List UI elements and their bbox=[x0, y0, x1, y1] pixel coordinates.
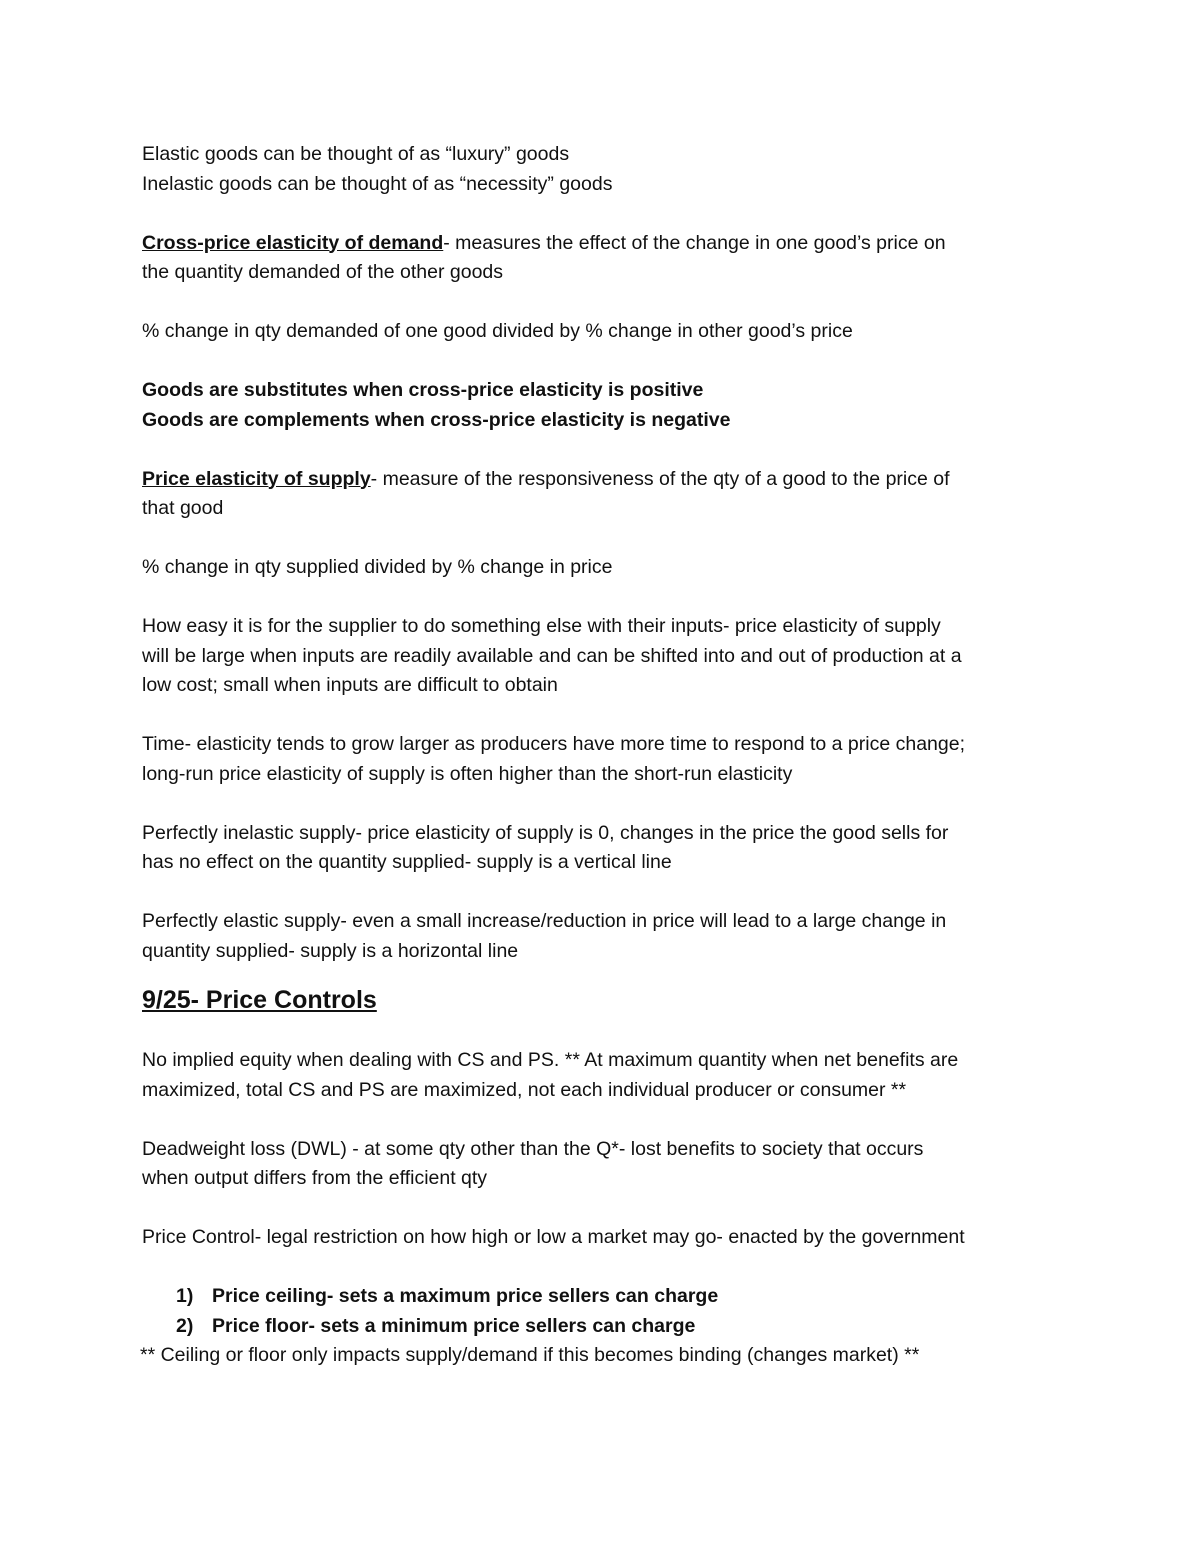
price-control-definition: Price Control- legal restriction on how high or low a market may go- enacted by the government bbox=[142, 1226, 965, 1248]
spacer bbox=[142, 583, 1062, 613]
spacer bbox=[142, 1105, 1062, 1135]
cross-price-definition-line2: the quantity demanded of the other goods bbox=[142, 261, 504, 283]
inputs-paragraph-line3: low cost; small when inputs are difficult to obtain bbox=[142, 674, 558, 696]
dwl-paragraph-line2: when output differs from the efficient qty bbox=[142, 1167, 488, 1189]
supply-elasticity-formula: % change in qty supplied divided by % change in price bbox=[142, 556, 613, 578]
intro-elastic-line: Elastic goods can be thought of as “luxury” goods bbox=[142, 143, 570, 165]
perfectly-inelastic-line1: Perfectly inelastic supply- price elasticity of supply is 0, changes in the price the good sells for bbox=[142, 821, 949, 844]
spacer bbox=[142, 789, 1062, 819]
time-paragraph-line2: long-run price elasticity of supply is often higher than the short-run elasticity bbox=[142, 762, 793, 785]
cross-price-definition-line1 bbox=[142, 229, 1062, 259]
list-item-number: 1) bbox=[176, 1285, 194, 1307]
cross-price-formula: % change in qty demanded of one good divided by % change in other good’s price bbox=[142, 320, 853, 342]
equity-paragraph-line1: No implied equity when dealing with CS and PS. ** At maximum quantity when net benefits are bbox=[142, 1049, 959, 1071]
intro-inelastic-line: Inelastic goods can be thought of as “necessity” goods bbox=[142, 172, 613, 195]
spacer bbox=[142, 347, 1062, 377]
perfectly-elastic-line1: Perfectly elastic supply- even a small increase/reduction in price will lead to a large change in bbox=[142, 910, 947, 932]
perfectly-elastic-line2: quantity supplied- supply is a horizontal line bbox=[142, 939, 519, 962]
supply-elasticity-definition-line2: that good bbox=[142, 497, 224, 519]
complements-rule: Goods are complements when cross-price elasticity is negative bbox=[142, 408, 731, 431]
list-item-price-floor bbox=[176, 1312, 1062, 1342]
dwl-paragraph-line1: Deadweight loss (DWL) - at some qty other than the Q*- lost benefits to society that occurs bbox=[142, 1137, 924, 1160]
spacer bbox=[142, 1194, 1062, 1224]
time-paragraph-line1: Time- elasticity tends to grow larger as producers have more time to respond to a price change; bbox=[142, 733, 965, 755]
supply-elasticity-term: Price elasticity of supply bbox=[142, 467, 371, 490]
spacer bbox=[142, 524, 1062, 554]
list-item-price-ceiling bbox=[176, 1282, 1062, 1312]
section-heading-price-controls: 9/25- Price Controls bbox=[142, 986, 377, 1014]
spacer bbox=[142, 878, 1062, 908]
inputs-paragraph-line1: How easy it is for the supplier to do something else with their inputs- price elasticity of supply bbox=[142, 615, 941, 637]
spacer bbox=[142, 701, 1062, 731]
price-control-list bbox=[142, 1282, 1062, 1341]
spacer bbox=[142, 288, 1062, 318]
list-item-text: Price floor- sets a minimum price sellers can charge bbox=[212, 1314, 696, 1337]
binding-note: ** Ceiling or floor only impacts supply/demand if this becomes binding (changes market) ** bbox=[140, 1344, 920, 1366]
spacer bbox=[142, 199, 1062, 229]
document-page bbox=[142, 140, 1062, 1371]
supply-elasticity-definition-text: - measure of the responsiveness of the qty of a good to the price of bbox=[370, 467, 950, 490]
cross-price-definition-text: - measures the effect of the change in one good’s price on bbox=[443, 231, 946, 254]
list-item-text: Price ceiling- sets a maximum price sellers can charge bbox=[212, 1285, 719, 1307]
list-item-number: 2) bbox=[176, 1314, 194, 1337]
substitutes-rule: Goods are substitutes when cross-price elasticity is positive bbox=[142, 379, 704, 401]
inputs-paragraph-line2: will be large when inputs are readily available and can be shifted into and out of production at a bbox=[142, 644, 962, 667]
supply-elasticity-definition-line1 bbox=[142, 465, 1062, 495]
spacer bbox=[142, 1253, 1062, 1283]
spacer bbox=[142, 435, 1062, 465]
perfectly-inelastic-line2: has no effect on the quantity supplied- supply is a vertical line bbox=[142, 851, 672, 873]
equity-paragraph-line2: maximized, total CS and PS are maximized, not each individual producer or consumer ** bbox=[142, 1078, 907, 1101]
cross-price-term: Cross-price elasticity of demand bbox=[142, 231, 444, 254]
